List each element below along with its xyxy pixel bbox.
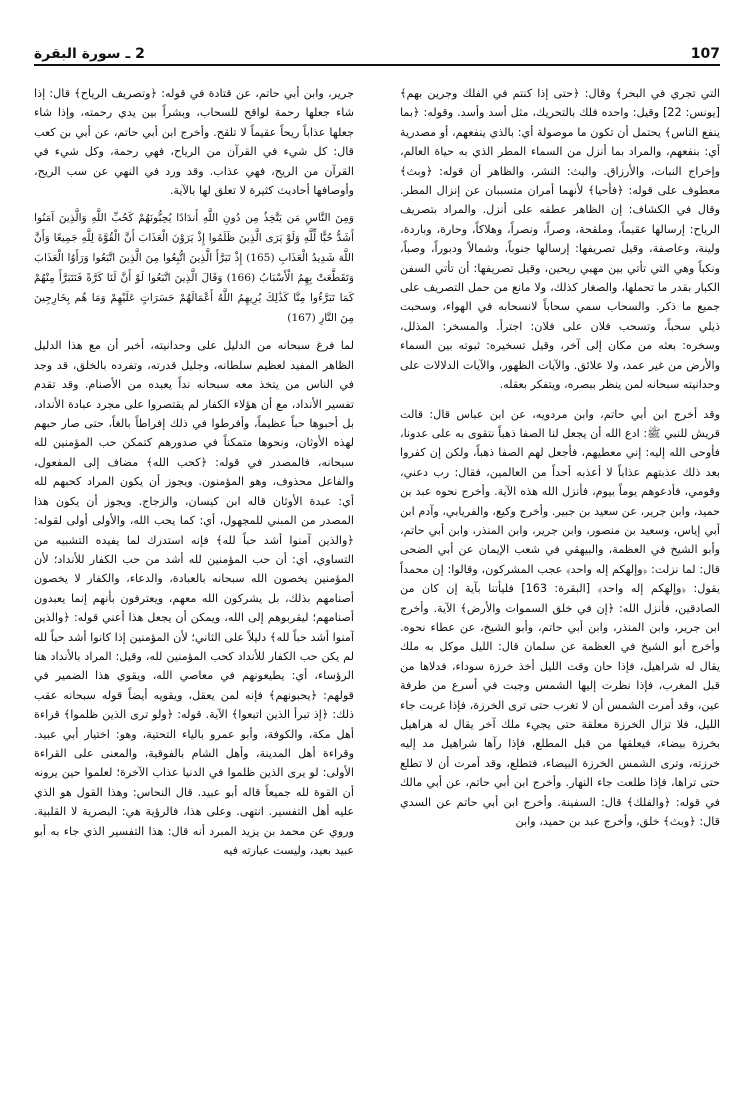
right-column [400, 84, 720, 1084]
page-header [34, 44, 720, 66]
paragraph: وقد أخرج ابن أبي حاتم، وابن مردويه، عن ابن عباس قال: قالت قريش للنبي ﷺ: ادع الله أن يجعل لنا الصفا ذهباً نتقوى به على عدونا، فأوحى الله إليه: إني معطيهم، فأجعل لهم الصفا ذهباً، ولكن إن كفروا بعد ذلك عذبتهم عذاباً لا أعذبه أحداً من العالمين، فقال: رب دعني، وقومي، فأدعوهم يوماً بيوم، فأنزل الله هذه الآية. وأخرج نحوه عبد بن حميد، وابن جرير، عن سعيد بن جبير. وأخرج وكيع، والفريابي، وآدم ابن أبي إياس، وسعيد بن منصور، وابن جرير، وابن المنذر، وابن أبي حاتم، وأبو الشيخ في العظمة، والبيهقي في شعب الإيمان عن أبي الضحى قال: لما نزلت: ﴿وإلهكم إله واحد﴾ عجب المشركون، وقالوا: إن محمداً يقول: ﴿وإلهكم إله واحد﴾ [البقرة: 163] فليأتنا بآية إن كان من الصادقين، فأنزل الله: ﴿إن في خلق السموات والأرض﴾ الآية. وأخرج ابن جرير، وابن المنذر، وابن أبي حاتم، وأبو الشيخ، عن عطاء نحوه. وأخرج أبو الشيخ في العظمة عن سلمان قال: الليل موكل به ملك يقال له شراهيل، فإذا حان وقت الليل أخذ خرزة سوداء، فدلاها من قبل المغرب، فإذا نظرت إليها الشمس وجبت في أسرع من طرفة عين، وقد أمرت الشمس أن لا تغرب حتى ترى الخرزة، فإذا غربت جاء الليل، فلا تزال الخرزة معلقة حتى يجيء ملك آخر يقال له هراهيل بخرزة بيضاء، فيعلقها من قبل المطلع، فإذا رآها شراهيل مد إليه خرزته، وترى الشمس الخرزة البيضاء، فتطلع، وقد أمرت أن لا تطلع حتى تراها، فإذا طلعت جاء النهار. وأخرج ابن أبي حاتم، عن أبي مالك في قوله: ﴿والفلك﴾ قال: السفينة. وأخرج ابن أبي حاتم عن السدي قال: ﴿وبث﴾ خلق، وأخرج عبد بن حميد، وابن [400, 407, 720, 829]
left-column [34, 84, 354, 1084]
page-number: 107 [690, 46, 720, 62]
paragraph: التي تجري في البحر﴾ وقال: ﴿حتى إذا كنتم في الفلك وجرين بهم﴾ [يونس: 22] وقيل: واحده فلك بالتحريك، مثل أسد وأسد. وقوله: ﴿بما ينفع الناس﴾ يحتمل أن تكون ما موصولة أي: بالذي ينفعهم، أو مصدرية أي: بنفعهم، والمراد بما أنزل من السماء المطر الذي به حياة العالم، وإخراج النبات، والأرزاق. والبث: النشر، والظاهر أن قوله: ﴿وبث﴾ معطوف على قوله: ﴿فأحيا﴾ لأنهما أمران متسببان عن إنزال المطر. وقال في الكشاف: إن الظاهر عطفه على أنزل. والمراد بتصريف الرياح: إرسالها عقيماً، وملقحة، وصراً، ونصراً، وهلاكاً، وحارة، وباردة، ولينة، وعاصفة، وقيل تصريفها: إرسالها جنوباً، وشمالاً ودبوراً، وصباً، ونكباً وهي التي تأتي بين مهبي ريحين، وقيل تصريفها: أن تأتي السفن الكبار بقدر ما تحملها، والصغار كذلك، ولا مانع من حمل التصريف على جميع ما ذكر. والسحاب سمي سحاباً لانسحابه في الهواء، وسحبت ذيلي سحباً، وتسحب فلان على فلان: اجترأ. والمسخر: المذلل، وسخره: بعثه من مكان إلى آخر، وقيل تسخيره: ثبوته بين السماء والأرض من غير عمد، ولا علائق. والآيات الظهور، والآيات الدلالات على وحدانيته سبحانه لمن ينظر ببصره، ويتفكر بعقله. [400, 87, 720, 392]
surah-title: 2 ـ سورة البقرة [34, 46, 145, 62]
paragraph: لما فرغ سبحانه من الدليل على وحدانيته، أخبر أن مع هذا الدليل الظاهر المفيد لعظيم سلطانه، وجليل قدرته، وتفرده بالخلق، قد وجد في الناس من يتخذ معه سبحانه نداً يعبده من الأصنام. وقد تقدم تفسير الأنداد، مع أن هؤلاء الكفار لم يقتصروا على مجرد عبادة الأنداد، بل أحبوها حباً عظيماً، وأفرطوا في ذلك إفراطاً بالغاً، حتى صار حبهم لهذه الأوثان، ونحوها متمكناً في صدورهم كتمكن حب المؤمنين لله سبحانه، فالمصدر في قوله: ﴿كحب الله﴾ مضاف إلى المفعول، والفاعل محذوف، وهو المؤمنون. ويجوز أن يكون المراد كحبهم لله أي: عبدة الأوثان قاله ابن كيسان، والزجاج. ويجوز أن يكون هذا المصدر من المبني للمجهول، أي: كما يحب الله، والأولى أولى لقوله: ﴿والذين آمنوا أشد حباً لله﴾ فإنه استدرك لما يفيده التشبيه من التساوي، أي: أن حب المؤمنين لله أشد من حب الكفار للأنداد؛ لأن المؤمنين يخصون الله سبحانه بالعبادة، والدعاء، والكفار لا يخصون أصنامهم بذلك، بل يشركون الله معهم، ويعترفون بأنهم إنما يعبدون أصنامهم؛ ليقربوهم إلى الله، ويمكن أن يجعل هذا أعني قوله: ﴿والذين آمنوا أشد حباً لله﴾ دليلاً على الثاني؛ لأن المؤمنين إذا كانوا أشد حباً لله لم يكن حب الكفار للأنداد كحب المؤمنين لله، وقيل: المراد بالأنداد هنا الرؤساء، أي: يطيعونهم في معاصي الله، ويقوي هذا الضمير في قولهم: ﴿يحبونهم﴾ فإنه لمن يعقل، ويقويه أيضاً قوله سبحانه عقب ذلك: ﴿إذ تبرأ الذين اتبعوا﴾ الآية. قوله: ﴿ولو ترى الذين ظلموا﴾ قراءة أهل مكة، والكوفة، وأبو عمرو بالياء التحتية، وهو: اختيار أبي عبيد. وقراءة أهل المدينة، وأهل الشام بالفوقية، والمعنى على القراءة الأولى: لو يرى الذين ظلموا في الدنيا عذاب الآخرة؛ لعلموا حين يرونه أن القوة لله جميعاً قاله أبو عبيد. قال النحاس: وهذا القول هو الذي عليه أهل التفسير. انتهى. وعلى هذا، فالرؤية هي: البصرية لا القلبية. وروي عن محمد بن يزيد المبرد أنه قال: هذا التفسير الذي جاء به أبو عبيد بعيد، وليست عبارته فيه [34, 339, 354, 857]
quran-verse: وَمِنَ النَّاسِ مَن يَتَّخِذُ مِن دُونِ اللَّهِ أَندَادًا يُحِبُّونَهُمْ كَحُبِّ اللَّهِ وَالَّذِينَ آمَنُوا أَشَدُّ حُبًّا لِّلَّهِ وَلَوْ يَرَى الَّذِينَ ظَلَمُوا إِذْ يَرَوْنَ الْعَذَابَ أَنَّ الْقُوَّةَ لِلَّهِ جَمِيعًا وَأَنَّ اللَّهَ شَدِيدُ الْعَذَابِ (165) إِذْ تَبَرَّأَ الَّذِينَ اتُّبِعُوا مِنَ الَّذِينَ اتَّبَعُوا وَرَأَوُا الْعَذَابَ وَتَقَطَّعَتْ بِهِمُ الْأَسْبَابُ (166) وَقَالَ الَّذِينَ اتَّبَعُوا لَوْ أَنَّ لَنَا كَرَّةً فَنَتَبَرَّأَ مِنْهُمْ كَمَا تَبَرَّءُوا مِنَّا كَذَٰلِكَ يُرِيهِمُ اللَّهُ أَعْمَالَهُمْ حَسَرَاتٍ عَلَيْهِمْ وَمَا هُم بِخَارِجِينَ مِنَ النَّارِ (167) [34, 212, 354, 325]
paragraph: جرير، وابن أبي حاتم، عن قتادة في قوله: ﴿وتصريف الرياح﴾ قال: إذا شاء جعلها رحمة لواقح للسحاب، وبشراً بين يدي رحمته، وإذا شاء جعلها عذاباً ريحاً عقيماً لا تلقح. وأخرج ابن أبي حاتم، عن أبي بن كعب قال: كل شيء في القرآن من الرياح، فهي رحمة، وكل شيء في القرآن من الريح، فهي عذاب. وقد ورد في النهي عن سب الريح، وأوصافها أحاديث كثيرة لا تعلق لها بالآية. [34, 87, 354, 198]
